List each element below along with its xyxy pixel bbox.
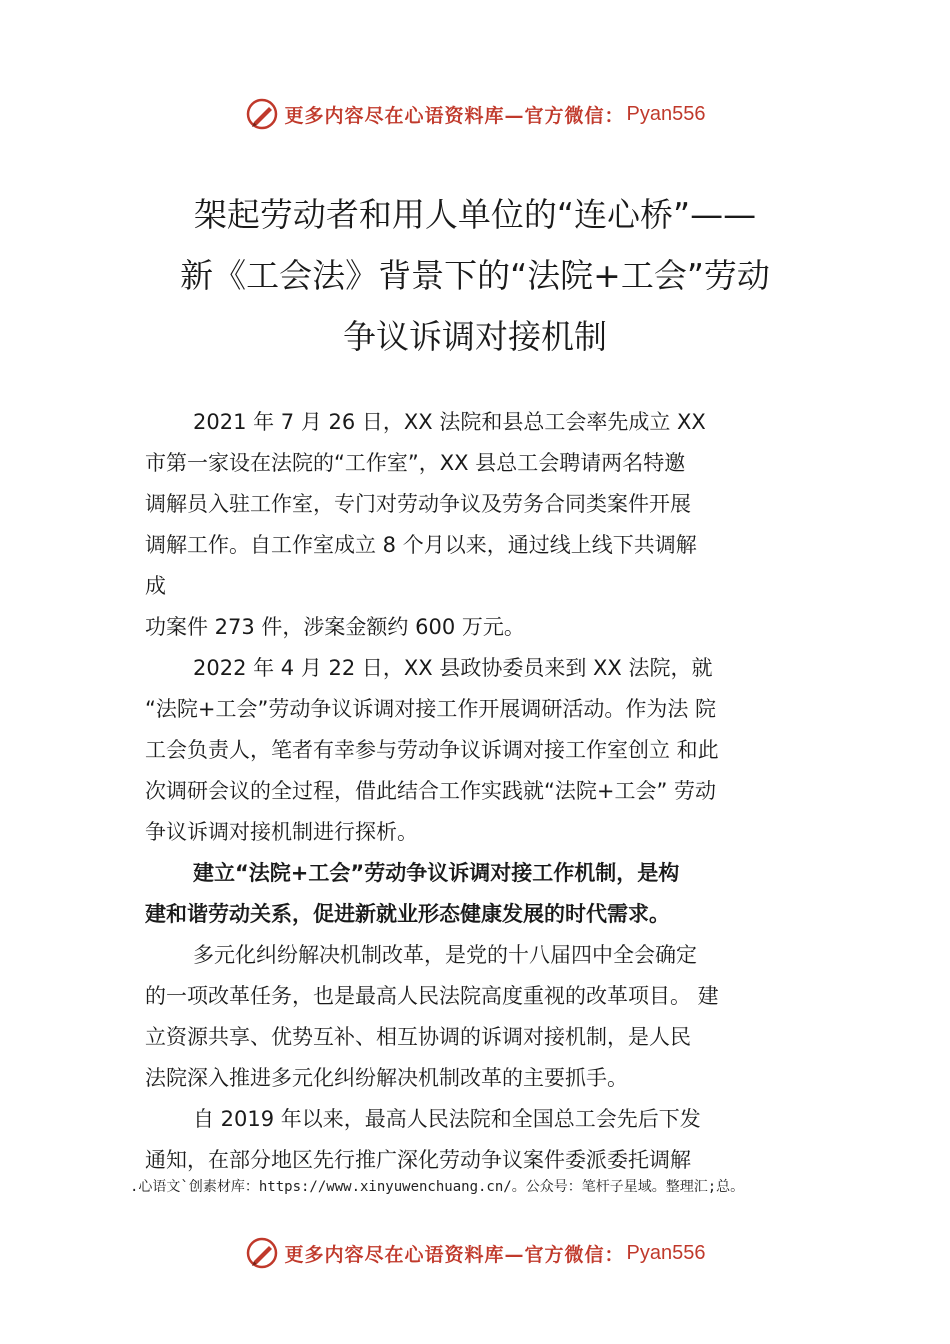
paragraph-3-line: 的一项改革任务，也是最高人民法院高度重视的改革项目。 建 [145, 984, 719, 1008]
pen-logo-icon [245, 97, 279, 131]
paragraph-1-line: 调解员入驻工作室，专门对劳动争议及劳务合同类案件开展 [145, 492, 691, 516]
title-line-3: 争议诉调对接机制 [343, 317, 607, 356]
header-banner [0, 94, 950, 134]
paragraph-2-line: 次调研会议的全过程，借此结合工作实践就“法院+工会” 劳动 [145, 779, 717, 803]
paragraph-2-line: 2022 年 4 月 22 日，XX 县政协委员来到 XX 法院，就 [193, 656, 713, 680]
document-body [145, 402, 810, 1181]
footer-banner [0, 1233, 950, 1273]
banner-handle: Pyan556 [626, 1241, 706, 1264]
paragraph-3-line: 法院深入推进多元化纠纷解决机制改革的主要抓手。 [145, 1066, 628, 1090]
paragraph-4-line: 自 2019 年以来，最高人民法院和全国总工会先后下发 [193, 1107, 701, 1131]
paragraph-2-line: 争议诉调对接机制进行探析。 [145, 820, 418, 844]
footer-source-note: .心语文`创素材库：https://www.xinyuwenchuang.cn/。公众号：笔杆子星域。整理汇;总。 [130, 1179, 745, 1195]
banner-text: 更多内容尽在心语资料库—官方微信： [284, 104, 625, 127]
paragraph-3-line: 多元化纠纷解决机制改革，是党的十八届四中全会确定 [193, 943, 697, 967]
document-title [100, 184, 850, 367]
paragraph-1-line: 调解工作。自工作室成立 8 个月以来，通过线上线下共调解 [145, 533, 697, 557]
paragraph-1-line: 功案件 273 件，涉案金额约 600 万元。 [145, 615, 525, 639]
title-line-2: 新《工会法》背景下的“法院+工会”劳动 [180, 256, 770, 295]
paragraph-3-line: 立资源共享、优势互补、相互协调的诉调对接机制，是人民 [145, 1025, 691, 1049]
paragraph-4-line: 通知，在部分地区先行推广深化劳动争议案件委派委托调解 [145, 1148, 691, 1172]
section-heading-line: 建和谐劳动关系，促进新就业形态健康发展的时代需求。 [145, 902, 670, 926]
banner-text: 更多内容尽在心语资料库—官方微信： [284, 1243, 625, 1266]
paragraph-1-line: 2021 年 7 月 26 日，XX 法院和县总工会率先成立 XX [193, 410, 706, 434]
banner-handle: Pyan556 [626, 102, 706, 125]
paragraph-1-line: 市第一家设在法院的“工作室”，XX 县总工会聘请两名特邀 [145, 451, 686, 475]
paragraph-2-line: “法院+工会”劳动争议诉调对接工作开展调研活动。作为法 院 [145, 697, 717, 721]
paragraph-1-line: 成 [145, 574, 166, 598]
title-line-1: 架起劳动者和用人单位的“连心桥”—— [193, 195, 757, 234]
pen-logo-icon [245, 1236, 279, 1270]
section-heading-line: 建立“法院+工会”劳动争议诉调对接工作机制，是构 [193, 861, 680, 885]
paragraph-2-line: 工会负责人，笔者有幸参与劳动争议诉调对接工作室创立 和此 [145, 738, 719, 762]
